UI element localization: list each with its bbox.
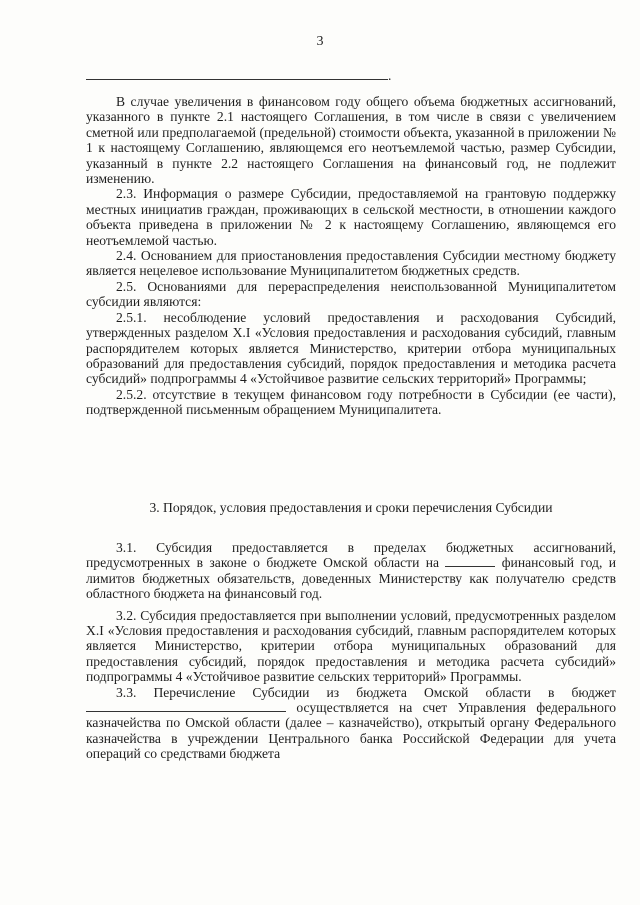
section-2-continuation [86, 94, 616, 418]
paragraph-3-3 [86, 685, 616, 762]
paragraph-3-2: 3.2. Субсидия предоставляется при выполнении условий, предусмотренных разделом X.I «Условия предоставления и расходования субсидий, главным распорядителем которых является Министерство, критерии отбора муниципальных образований для предоставления субсидий, порядок предоставления и методика расчета субсидий» подпрограммы 4 «Устойчивое развитие сельских территорий» Программы. [86, 607, 616, 685]
top-blank-line [86, 68, 616, 83]
section-heading: 3. Порядок, условия предоставления и сроки перечисления Субсидии [149, 500, 553, 515]
paragraph-budget-increase: В случае увеличения в финансовом году общего объема бюджетных ассигнований, указанного в пункте 2.1 настоящего Соглашения, в том числе в связи с увеличением сметной или предполагаемой (предельной) стоимости объекта, указанной в приложении № 1 к настоящему Соглашению, являющемся его неотъемлемой частью, размер Субсидии, указанный в пункте 2.2 настоящего Соглашения на финансовый год, не подлежит изменению. [86, 94, 616, 187]
section-3-heading-block [86, 500, 616, 515]
fill-in-blank [86, 68, 388, 80]
paragraph-3-3-part1: 3.3. Перечисление Субсидии из бюджета Омской области в бюджет [116, 684, 616, 700]
paragraph-2-5-2: 2.5.2. отсутствие в текущем финансовом году потребности в Субсидии (ее части), подтвержденной письменным обращением Муниципалитета. [86, 386, 616, 418]
paragraph-2-3: 2.3. Информация о размере Субсидии, предоставляемой на грантовую поддержку местных инициатив граждан, проживающих в сельской местности, в отношении каждого объекта приведена в приложении № 2 к настоящему Соглашению, являющемся его неотъемлемой частью. [86, 186, 616, 248]
paragraph-2-4: 2.4. Основанием для приостановления предоставления Субсидии местному бюджету является нецелевое использование Муниципалитетом бюджетных средств. [86, 248, 616, 279]
paragraph-2-5: 2.5. Основаниями для перераспределения неиспользованной Муниципалитетом субсидии являются: [86, 278, 616, 310]
municipal-budget-blank [86, 700, 286, 712]
paragraph-3-1-part1: 3.1. Субсидия предоставляется в пределах бюджетных ассигнований, предусмотренных в законе о бюджете Омской области на [86, 540, 616, 571]
paragraph-2-5-1: 2.5.1. несоблюдение условий предоставления и расходования Субсидий, утвержденных разделом X.I «Условия предоставления и расходования субсидий, главным распорядителем которых является Министерство, критерии отбора муниципальных образований для предоставления субсидий, порядок предоставления и методика расчета субсидий» подпрограммы 4 «Устойчивое развитие сельских территорий» Программы; [86, 309, 616, 387]
paragraph-3-1-part2: финансовый год, и лимитов бюджетных обязательств, доведенных Министерству как получателю средств областного бюджета на финансовый год. [86, 555, 616, 602]
paragraph-3-3-part2: осуществляется на счет Управления федерального казначейства по Омской области (далее – казначейство), открытый органу Федерального казначейства в учреждении Центрального банка Российской Федерации для учета операций со средствами бюджета [86, 700, 616, 762]
page-number: 3 [316, 34, 324, 49]
section-3-body [86, 540, 616, 762]
paragraph-3-1 [86, 540, 616, 602]
year-blank [445, 555, 495, 567]
top-line-suffix: . [388, 68, 392, 83]
